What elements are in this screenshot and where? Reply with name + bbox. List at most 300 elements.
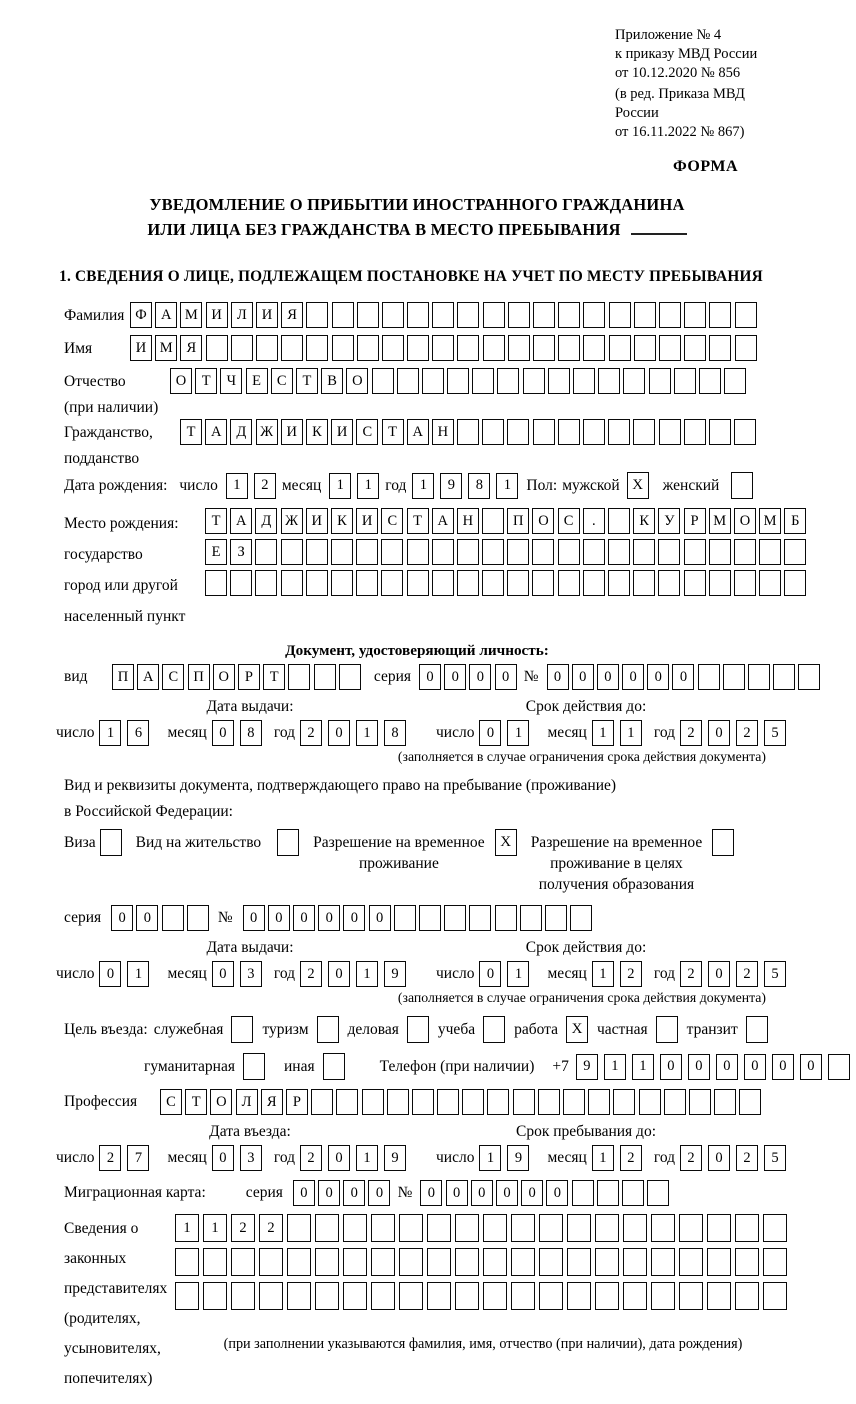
char-cell[interactable] — [597, 1180, 619, 1206]
char-cell[interactable] — [281, 335, 303, 361]
char-cell[interactable]: 0 — [572, 664, 594, 690]
char-cell[interactable]: М — [709, 508, 731, 534]
char-cell[interactable] — [343, 1282, 367, 1310]
char-cell[interactable] — [651, 1282, 675, 1310]
char-cell[interactable]: 0 — [343, 905, 365, 931]
char-cell[interactable] — [798, 664, 820, 690]
char-cell[interactable]: 2 — [736, 961, 758, 987]
char-cell[interactable]: 0 — [268, 905, 290, 931]
char-cell[interactable] — [588, 1089, 610, 1115]
char-cell[interactable] — [759, 570, 781, 596]
char-cell[interactable] — [288, 664, 310, 690]
char-cell[interactable] — [595, 1214, 619, 1242]
char-cell[interactable] — [259, 1282, 283, 1310]
char-cell[interactable]: Е — [246, 368, 268, 394]
residence-permit-checkbox[interactable] — [277, 829, 299, 856]
char-cell[interactable] — [684, 302, 706, 328]
char-cell[interactable]: 0 — [495, 664, 517, 690]
char-cell[interactable]: Ф — [130, 302, 152, 328]
char-cell[interactable]: П — [188, 664, 210, 690]
char-cell[interactable] — [482, 539, 504, 565]
char-cell[interactable] — [595, 1282, 619, 1310]
char-cell[interactable] — [487, 1089, 509, 1115]
char-cell[interactable] — [357, 302, 379, 328]
char-cell[interactable]: 5 — [764, 720, 786, 746]
char-cell[interactable]: 8 — [384, 720, 406, 746]
char-cell[interactable] — [633, 419, 655, 445]
char-cell[interactable] — [206, 335, 228, 361]
char-cell[interactable]: 2 — [300, 720, 322, 746]
char-cell[interactable] — [357, 335, 379, 361]
purpose-humanitarian-checkbox[interactable] — [243, 1053, 265, 1080]
char-cell[interactable]: 0 — [479, 961, 501, 987]
char-cell[interactable]: 2 — [231, 1214, 255, 1242]
char-cell[interactable] — [570, 905, 592, 931]
char-cell[interactable] — [419, 905, 441, 931]
char-cell[interactable] — [256, 335, 278, 361]
char-cell[interactable]: У — [658, 508, 680, 534]
char-cell[interactable] — [231, 1282, 255, 1310]
char-cell[interactable] — [472, 368, 494, 394]
char-cell[interactable] — [371, 1282, 395, 1310]
char-cell[interactable]: П — [507, 508, 529, 534]
char-cell[interactable] — [583, 302, 605, 328]
purpose-private-checkbox[interactable] — [656, 1016, 678, 1043]
char-cell[interactable]: О — [170, 368, 192, 394]
char-cell[interactable] — [371, 1214, 395, 1242]
char-cell[interactable] — [523, 368, 545, 394]
char-cell[interactable]: 2 — [259, 1214, 283, 1242]
char-cell[interactable] — [709, 335, 731, 361]
char-cell[interactable] — [558, 335, 580, 361]
char-cell[interactable] — [314, 664, 336, 690]
char-cell[interactable] — [623, 1248, 647, 1276]
purpose-other-checkbox[interactable] — [323, 1053, 345, 1080]
char-cell[interactable] — [664, 1089, 686, 1115]
char-cell[interactable] — [343, 1214, 367, 1242]
char-cell[interactable] — [382, 302, 404, 328]
char-cell[interactable]: 2 — [680, 1145, 702, 1171]
char-cell[interactable]: 0 — [469, 664, 491, 690]
char-cell[interactable] — [573, 368, 595, 394]
char-cell[interactable] — [674, 368, 696, 394]
char-cell[interactable] — [281, 570, 303, 596]
char-cell[interactable]: 1 — [226, 473, 248, 499]
char-cell[interactable] — [407, 570, 429, 596]
char-cell[interactable] — [382, 335, 404, 361]
char-cell[interactable] — [689, 1089, 711, 1115]
char-cell[interactable] — [287, 1248, 311, 1276]
purpose-tourism-checkbox[interactable] — [317, 1016, 339, 1043]
char-cell[interactable] — [230, 570, 252, 596]
char-cell[interactable] — [698, 664, 720, 690]
char-cell[interactable]: 0 — [622, 664, 644, 690]
char-cell[interactable]: Л — [236, 1089, 258, 1115]
char-cell[interactable] — [407, 335, 429, 361]
char-cell[interactable]: 1 — [507, 720, 529, 746]
char-cell[interactable] — [723, 664, 745, 690]
char-cell[interactable]: Я — [261, 1089, 283, 1115]
char-cell[interactable]: 1 — [604, 1054, 626, 1080]
char-cell[interactable]: 0 — [800, 1054, 822, 1080]
char-cell[interactable] — [532, 570, 554, 596]
char-cell[interactable] — [462, 1089, 484, 1115]
char-cell[interactable]: 0 — [343, 1180, 365, 1206]
char-cell[interactable] — [162, 905, 184, 931]
char-cell[interactable]: 3 — [240, 1145, 262, 1171]
char-cell[interactable] — [482, 570, 504, 596]
visa-checkbox[interactable] — [100, 829, 122, 856]
char-cell[interactable] — [483, 1282, 507, 1310]
purpose-study-checkbox[interactable] — [483, 1016, 505, 1043]
char-cell[interactable] — [714, 1089, 736, 1115]
char-cell[interactable] — [583, 335, 605, 361]
char-cell[interactable]: 0 — [597, 664, 619, 690]
char-cell[interactable] — [622, 1180, 644, 1206]
char-cell[interactable]: С — [162, 664, 184, 690]
char-cell[interactable] — [707, 1248, 731, 1276]
char-cell[interactable] — [287, 1282, 311, 1310]
char-cell[interactable]: 0 — [647, 664, 669, 690]
char-cell[interactable]: З — [230, 539, 252, 565]
char-cell[interactable] — [609, 335, 631, 361]
char-cell[interactable]: 0 — [318, 1180, 340, 1206]
char-cell[interactable]: . — [583, 508, 605, 534]
char-cell[interactable]: 0 — [446, 1180, 468, 1206]
char-cell[interactable]: С — [356, 419, 378, 445]
char-cell[interactable] — [734, 570, 756, 596]
purpose-official-checkbox[interactable] — [231, 1016, 253, 1043]
char-cell[interactable] — [709, 539, 731, 565]
char-cell[interactable]: Б — [784, 508, 806, 534]
char-cell[interactable] — [427, 1214, 451, 1242]
char-cell[interactable]: 0 — [708, 720, 730, 746]
char-cell[interactable]: Т — [382, 419, 404, 445]
char-cell[interactable]: 2 — [680, 961, 702, 987]
char-cell[interactable]: 0 — [293, 905, 315, 931]
char-cell[interactable] — [608, 508, 630, 534]
char-cell[interactable]: 1 — [357, 473, 379, 499]
char-cell[interactable]: С — [160, 1089, 182, 1115]
char-cell[interactable] — [598, 368, 620, 394]
char-cell[interactable]: И — [256, 302, 278, 328]
char-cell[interactable]: 0 — [716, 1054, 738, 1080]
char-cell[interactable] — [511, 1282, 535, 1310]
char-cell[interactable]: Р — [286, 1089, 308, 1115]
char-cell[interactable]: М — [180, 302, 202, 328]
char-cell[interactable] — [394, 905, 416, 931]
char-cell[interactable] — [633, 539, 655, 565]
char-cell[interactable] — [533, 419, 555, 445]
char-cell[interactable] — [306, 302, 328, 328]
char-cell[interactable]: О — [346, 368, 368, 394]
char-cell[interactable] — [311, 1089, 333, 1115]
char-cell[interactable]: П — [112, 664, 134, 690]
char-cell[interactable] — [331, 539, 353, 565]
char-cell[interactable]: 0 — [212, 720, 234, 746]
char-cell[interactable] — [659, 302, 681, 328]
char-cell[interactable] — [773, 664, 795, 690]
char-cell[interactable]: Ч — [220, 368, 242, 394]
char-cell[interactable] — [647, 1180, 669, 1206]
char-cell[interactable] — [306, 570, 328, 596]
char-cell[interactable]: 2 — [300, 1145, 322, 1171]
char-cell[interactable]: 0 — [688, 1054, 710, 1080]
char-cell[interactable] — [759, 539, 781, 565]
char-cell[interactable]: 0 — [328, 1145, 350, 1171]
char-cell[interactable] — [356, 570, 378, 596]
char-cell[interactable] — [548, 368, 570, 394]
char-cell[interactable] — [339, 664, 361, 690]
char-cell[interactable]: Т — [407, 508, 429, 534]
char-cell[interactable] — [784, 539, 806, 565]
char-cell[interactable]: 1 — [507, 961, 529, 987]
char-cell[interactable] — [432, 335, 454, 361]
char-cell[interactable]: 0 — [471, 1180, 493, 1206]
char-cell[interactable] — [828, 1054, 850, 1080]
char-cell[interactable] — [658, 570, 680, 596]
char-cell[interactable] — [399, 1214, 423, 1242]
char-cell[interactable]: К — [306, 419, 328, 445]
char-cell[interactable] — [558, 302, 580, 328]
char-cell[interactable] — [684, 419, 706, 445]
char-cell[interactable] — [539, 1282, 563, 1310]
char-cell[interactable]: 9 — [440, 473, 462, 499]
char-cell[interactable] — [397, 368, 419, 394]
char-cell[interactable]: 0 — [328, 720, 350, 746]
char-cell[interactable]: 0 — [419, 664, 441, 690]
char-cell[interactable] — [175, 1248, 199, 1276]
char-cell[interactable]: М — [759, 508, 781, 534]
purpose-work-checkbox[interactable]: X — [566, 1016, 588, 1043]
char-cell[interactable] — [336, 1089, 358, 1115]
char-cell[interactable]: Т — [195, 368, 217, 394]
char-cell[interactable]: 1 — [127, 961, 149, 987]
char-cell[interactable]: 8 — [240, 720, 262, 746]
char-cell[interactable] — [427, 1248, 451, 1276]
char-cell[interactable] — [658, 539, 680, 565]
char-cell[interactable] — [532, 539, 554, 565]
char-cell[interactable]: 7 — [127, 1145, 149, 1171]
char-cell[interactable] — [306, 539, 328, 565]
char-cell[interactable]: 2 — [736, 1145, 758, 1171]
char-cell[interactable] — [205, 570, 227, 596]
char-cell[interactable]: 0 — [212, 1145, 234, 1171]
char-cell[interactable] — [381, 570, 403, 596]
char-cell[interactable] — [679, 1214, 703, 1242]
char-cell[interactable]: 0 — [212, 961, 234, 987]
char-cell[interactable]: 2 — [620, 1145, 642, 1171]
char-cell[interactable]: 2 — [254, 473, 276, 499]
char-cell[interactable] — [748, 664, 770, 690]
char-cell[interactable] — [315, 1214, 339, 1242]
char-cell[interactable]: Ж — [281, 508, 303, 534]
char-cell[interactable]: 6 — [127, 720, 149, 746]
char-cell[interactable]: 1 — [99, 720, 121, 746]
char-cell[interactable] — [483, 1248, 507, 1276]
char-cell[interactable] — [372, 368, 394, 394]
char-cell[interactable] — [533, 302, 555, 328]
char-cell[interactable]: 0 — [328, 961, 350, 987]
char-cell[interactable] — [558, 539, 580, 565]
char-cell[interactable]: 0 — [369, 905, 391, 931]
char-cell[interactable] — [679, 1248, 703, 1276]
char-cell[interactable] — [739, 1089, 761, 1115]
char-cell[interactable] — [724, 368, 746, 394]
char-cell[interactable] — [315, 1248, 339, 1276]
char-cell[interactable] — [187, 905, 209, 931]
char-cell[interactable]: 9 — [507, 1145, 529, 1171]
char-cell[interactable]: Т — [205, 508, 227, 534]
char-cell[interactable] — [432, 539, 454, 565]
char-cell[interactable] — [651, 1248, 675, 1276]
char-cell[interactable] — [387, 1089, 409, 1115]
char-cell[interactable]: 9 — [576, 1054, 598, 1080]
char-cell[interactable] — [707, 1282, 731, 1310]
char-cell[interactable] — [735, 1214, 759, 1242]
char-cell[interactable]: 0 — [496, 1180, 518, 1206]
char-cell[interactable]: А — [407, 419, 429, 445]
char-cell[interactable] — [558, 570, 580, 596]
char-cell[interactable]: 8 — [468, 473, 490, 499]
char-cell[interactable]: 1 — [412, 473, 434, 499]
char-cell[interactable] — [455, 1282, 479, 1310]
char-cell[interactable] — [231, 335, 253, 361]
char-cell[interactable] — [558, 419, 580, 445]
char-cell[interactable] — [315, 1282, 339, 1310]
char-cell[interactable]: 9 — [384, 1145, 406, 1171]
char-cell[interactable]: 0 — [99, 961, 121, 987]
char-cell[interactable] — [763, 1248, 787, 1276]
char-cell[interactable]: 0 — [111, 905, 133, 931]
char-cell[interactable] — [432, 570, 454, 596]
char-cell[interactable] — [735, 1282, 759, 1310]
char-cell[interactable]: 1 — [203, 1214, 227, 1242]
char-cell[interactable] — [483, 1214, 507, 1242]
char-cell[interactable]: 1 — [592, 720, 614, 746]
char-cell[interactable] — [362, 1089, 384, 1115]
char-cell[interactable]: 0 — [660, 1054, 682, 1080]
char-cell[interactable] — [735, 335, 757, 361]
char-cell[interactable]: 1 — [620, 720, 642, 746]
char-cell[interactable]: 0 — [444, 664, 466, 690]
char-cell[interactable] — [255, 570, 277, 596]
char-cell[interactable] — [331, 570, 353, 596]
char-cell[interactable]: 0 — [368, 1180, 390, 1206]
char-cell[interactable]: С — [271, 368, 293, 394]
char-cell[interactable]: А — [155, 302, 177, 328]
char-cell[interactable]: 0 — [546, 1180, 568, 1206]
char-cell[interactable] — [175, 1282, 199, 1310]
char-cell[interactable] — [659, 335, 681, 361]
char-cell[interactable] — [623, 1214, 647, 1242]
char-cell[interactable] — [633, 570, 655, 596]
char-cell[interactable]: 0 — [772, 1054, 794, 1080]
char-cell[interactable] — [508, 302, 530, 328]
char-cell[interactable] — [444, 905, 466, 931]
char-cell[interactable] — [659, 419, 681, 445]
char-cell[interactable] — [495, 905, 517, 931]
char-cell[interactable] — [707, 1214, 731, 1242]
char-cell[interactable] — [457, 302, 479, 328]
char-cell[interactable]: О — [213, 664, 235, 690]
char-cell[interactable]: А — [432, 508, 454, 534]
char-cell[interactable] — [567, 1282, 591, 1310]
char-cell[interactable]: 9 — [384, 961, 406, 987]
char-cell[interactable] — [332, 302, 354, 328]
char-cell[interactable] — [623, 1282, 647, 1310]
char-cell[interactable]: Я — [281, 302, 303, 328]
char-cell[interactable]: Д — [230, 419, 252, 445]
char-cell[interactable]: В — [321, 368, 343, 394]
char-cell[interactable] — [399, 1248, 423, 1276]
char-cell[interactable] — [507, 570, 529, 596]
char-cell[interactable] — [734, 539, 756, 565]
char-cell[interactable]: 3 — [240, 961, 262, 987]
temp-residence-permit-checkbox[interactable]: X — [495, 829, 517, 856]
char-cell[interactable] — [545, 905, 567, 931]
purpose-transit-checkbox[interactable] — [746, 1016, 768, 1043]
purpose-business-checkbox[interactable] — [407, 1016, 429, 1043]
char-cell[interactable] — [231, 1248, 255, 1276]
char-cell[interactable]: Т — [296, 368, 318, 394]
char-cell[interactable] — [784, 570, 806, 596]
char-cell[interactable] — [684, 539, 706, 565]
char-cell[interactable] — [539, 1214, 563, 1242]
char-cell[interactable] — [332, 335, 354, 361]
char-cell[interactable]: Ж — [256, 419, 278, 445]
char-cell[interactable]: 0 — [521, 1180, 543, 1206]
char-cell[interactable] — [763, 1282, 787, 1310]
char-cell[interactable]: 0 — [136, 905, 158, 931]
char-cell[interactable] — [684, 570, 706, 596]
char-cell[interactable] — [457, 335, 479, 361]
char-cell[interactable]: Д — [255, 508, 277, 534]
char-cell[interactable] — [735, 1248, 759, 1276]
char-cell[interactable]: А — [137, 664, 159, 690]
char-cell[interactable]: 0 — [744, 1054, 766, 1080]
char-cell[interactable] — [709, 419, 731, 445]
char-cell[interactable] — [608, 419, 630, 445]
char-cell[interactable] — [651, 1214, 675, 1242]
char-cell[interactable]: О — [532, 508, 554, 534]
char-cell[interactable] — [508, 335, 530, 361]
char-cell[interactable] — [520, 905, 542, 931]
char-cell[interactable] — [422, 368, 444, 394]
char-cell[interactable] — [699, 368, 721, 394]
char-cell[interactable]: С — [558, 508, 580, 534]
char-cell[interactable]: И — [130, 335, 152, 361]
char-cell[interactable] — [203, 1282, 227, 1310]
char-cell[interactable]: 1 — [592, 961, 614, 987]
char-cell[interactable]: 1 — [479, 1145, 501, 1171]
char-cell[interactable] — [255, 539, 277, 565]
char-cell[interactable] — [469, 905, 491, 931]
char-cell[interactable] — [507, 419, 529, 445]
char-cell[interactable] — [407, 302, 429, 328]
char-cell[interactable] — [734, 419, 756, 445]
char-cell[interactable]: 5 — [764, 961, 786, 987]
char-cell[interactable] — [482, 508, 504, 534]
char-cell[interactable] — [709, 570, 731, 596]
char-cell[interactable]: Т — [180, 419, 202, 445]
char-cell[interactable]: К — [331, 508, 353, 534]
char-cell[interactable] — [306, 335, 328, 361]
char-cell[interactable] — [511, 1248, 535, 1276]
char-cell[interactable]: 2 — [736, 720, 758, 746]
char-cell[interactable] — [623, 368, 645, 394]
char-cell[interactable] — [609, 302, 631, 328]
